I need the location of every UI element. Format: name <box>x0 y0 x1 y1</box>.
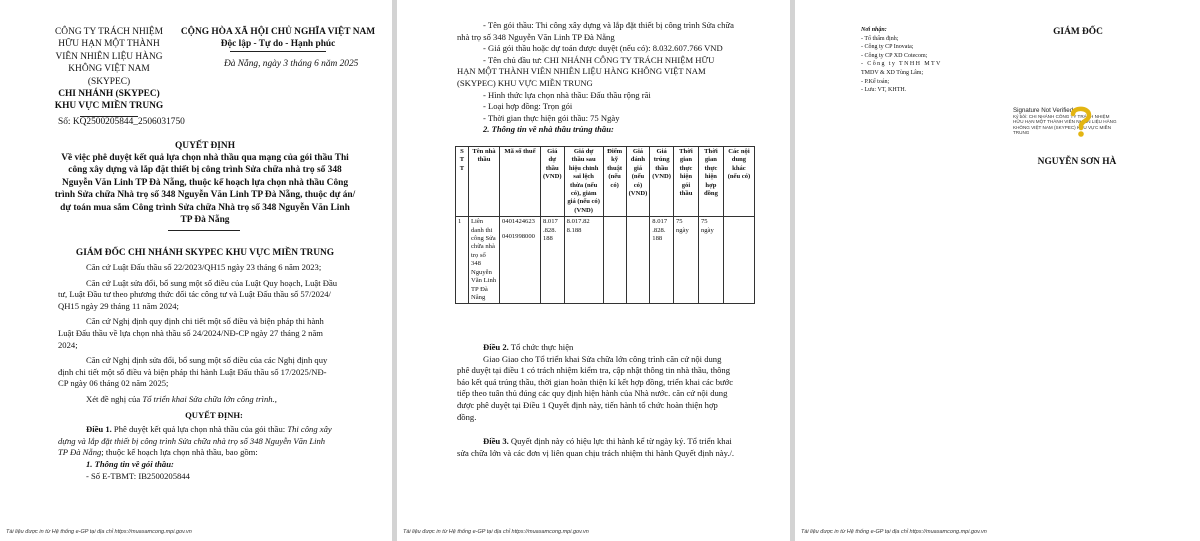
package-price: - Giá gói thầu hoặc dự toán được duyệt (nếu có): 8.032.607.766 VND <box>483 43 723 54</box>
recipient-item: - Lưu: VT, KHTH. <box>861 87 907 94</box>
col-header: Giá dự thầu (VND) <box>540 147 564 217</box>
col-header: Tên nhà thầu <box>468 147 499 217</box>
investor-name: - Tên chủ đầu tư: CHI NHÁNH CÔNG TY TRÁCH NHIỆM HỮU <box>483 54 715 65</box>
subject-line: dự toán mua sắm Công trình Sửa chữa Nhà trọ số 348 Nguyễn Văn Linh <box>60 202 350 213</box>
subject-line: công xây dựng và lắp đặt thiết bị công trình Sửa chữa nhà trọ số 348 <box>68 165 342 176</box>
issuer-line: (SKYPEC) <box>87 76 131 87</box>
signature-detail: Ký bởi: CHI NHÁNH CÔNG TY TRÁCH NHIỆM <box>1013 114 1110 119</box>
signer-title: GIÁM ĐỐC <box>1053 27 1103 37</box>
winner-table <box>455 146 755 304</box>
col-header: S T T <box>456 147 469 217</box>
package-info: - Tên gói thầu: Thi công xây dựng và lắp đặt thiết bị công trình Sửa chữa nhà trọ số 348 Nguyễn Văn Linh TP Đà Nẵng - Giá gói thầu hoặc dự toán được duyệt (nếu có): 8.032.607.766 VND - Tên chủ đầu tư: CHI NHÁNH CÔNG TY TRÁCH NHIỆM HỮU HẠN MỘT THÀNH VIÊN NHIÊN LIỆU HÀNG KHÔNG VIỆT NAM (SKYPEC) KHU VỰC MIỀN TRUNG - Hình thức lựa chọn nhà thầu: Đấu thầu rộng rãi - Loại hợp đồng: Trọn gói - Thời gian thực hiện gói thầu: 75 Ngày 2. Thông tin về nhà thầu trúng thầu: <box>457 20 773 136</box>
subject-line: Nguyễn Văn Linh TP Đà Nẵng, thuộc kế hoạch lựa chọn nhà thầu Công <box>61 177 349 188</box>
selection-form: - Hình thức lựa chọn nhà thầu: Đấu thầu rộng rãi <box>483 89 651 100</box>
article-3: Điều 3. Quyết định này có hiệu lực thi hành kể từ ngày ký. Tổ triển khai sửa chữa lớn và các đơn vị liên quan chịu trách nhiệm thi hành Quyết định này./. <box>457 436 735 458</box>
issuer-line: VIÊN NHIÊN LIỆU HÀNG <box>55 51 163 62</box>
signature-detail: TRUNG <box>1013 130 1030 136</box>
ebmt-number: - Số E-TBMT: IB2500205844 <box>86 470 190 481</box>
document-page-1 <box>0 0 392 541</box>
basis-item: Căn cứ Luật Đấu thầu số 22/2023/QH15 ngày 23 tháng 6 năm 2023; <box>86 262 322 272</box>
article-label: Điều 2. <box>483 342 509 352</box>
place-date: Đà Nẵng, ngày 3 tháng 6 năm 2025 <box>224 59 359 69</box>
republic-name: CỘNG HÒA XÃ HỘI CHỦ NGHĨA VIỆT NAM <box>180 27 376 37</box>
recipient-item: - Tổ thẩm định; <box>861 35 899 42</box>
issuer-line: CÔNG TY TRÁCH NHIỆM <box>55 27 163 37</box>
col-header: Giá đánh giá (nếu có) (VND) <box>626 147 650 217</box>
subject-line: trình Sửa chữa Nhà trọ số 348 Nguyễn Văn Linh TP Đà Nẵng, thuộc dự án/ <box>54 190 356 201</box>
cell-tech-score <box>603 217 626 304</box>
basis-item: Căn cứ Luật sửa đổi, bổ sung một số điều của Luật Quy hoạch, Luật Đầu tư, Luật Đầu tư theo phương thức đối tác công tư và Luật Đấu thầu số 57/2024/ QH15 ngày 29 tháng 11 năm 2024; <box>58 277 338 311</box>
cell-tax-code: 0401424623 0401998000 <box>499 217 540 304</box>
document-page-2 <box>397 0 790 541</box>
document-number: Số: KQ2500205844_2506031750 <box>58 117 185 127</box>
table-row <box>456 217 755 304</box>
package-info-heading: 1. Thông tin về gói thầu: <box>86 458 174 469</box>
motto-underline <box>230 51 326 52</box>
subject-line: Về việc phê duyệt kết quả lựa chọn nhà thầu qua mạng của gói thầu Thi <box>61 153 349 163</box>
package-name: - Tên gói thầu: Thi công xây dựng và lắp đặt thiết bị công trình Sửa chữa <box>483 20 734 30</box>
basis-item: Căn cứ Nghị định sửa đổi, bổ sung một số điều của các Nghị định quy định chi tiết một số điều và biện pháp thi hành Luật Đấu thầu số 17/2025/NĐ- CP ngày 06 tháng 02 năm 2025; <box>58 355 328 389</box>
recipient-item: - Công ty TNHH MTV <box>861 61 942 68</box>
recipient-item: - P.Kế toán; <box>861 78 890 85</box>
signature-detail: KHÔNG VIỆT NAM (SKYPEC) KHU VỰC MIỀN <box>1013 124 1112 130</box>
basis-item: Xét đề nghị của Tổ triển khai Sửa chữa lớn công trình., <box>86 393 277 404</box>
national-header <box>170 26 386 51</box>
table-header-row <box>456 147 755 217</box>
legal-basis <box>58 262 370 482</box>
page-footer: Tài liệu được in từ Hệ thống e-GP tại địa chỉ https://muasamcong.mpi.gov.vn <box>403 529 589 535</box>
issuer-region: KHU VỰC MIỀN TRUNG <box>54 101 164 112</box>
cell-package-time: 75 ngày <box>673 217 698 304</box>
cell-eval-price <box>626 217 650 304</box>
cell-stt: 1 <box>456 217 469 304</box>
article-label: Điều 1. <box>86 424 112 435</box>
col-header: Các nội dung khác (nếu có) <box>723 147 754 217</box>
issuer-line: HỮU HẠN MỘT THÀNH <box>58 39 160 50</box>
col-header: Giá trúng thầu (VND) <box>650 147 674 217</box>
question-mark-icon <box>1067 104 1095 138</box>
cell-contract-time: 75 ngày <box>698 217 723 304</box>
issuer-block <box>50 26 168 113</box>
signer-name: NGUYỄN SƠN HÀ <box>1037 157 1117 167</box>
contract-type: - Loại hợp đồng: Trọn gói <box>483 101 573 112</box>
basis-item: Căn cứ Nghị định quy định chi tiết một số điều và biện pháp thi hành Luật Đấu thầu về lựa chọn nhà thầu số 24/2024/NĐ-CP ngày 27 tháng 2 năm 2024; <box>58 316 324 350</box>
col-header: Mã số thuế <box>499 147 540 217</box>
recipients-heading: Nơi nhận: <box>861 27 887 33</box>
national-motto: Độc lập - Tự do - Hạnh phúc <box>220 39 336 50</box>
document-page-3 <box>795 0 1200 541</box>
cell-contractor-name: Liên danh thi công Sửa chữa nhà trọ số 348 Nguyễn Văn Linh TP Đà Nẵng <box>468 217 499 304</box>
col-header: Điểm kỹ thuật (nếu có) <box>603 147 626 217</box>
subject-line: TP Đà Nẵng <box>180 215 230 226</box>
decision-heading: QUYẾT ĐỊNH: <box>185 409 243 420</box>
col-header: Giá dự thầu sau hiệu chỉnh sai lệch thừa (nếu có), giảm giá (nếu có) (VND) <box>564 147 603 217</box>
document-title: QUYẾT ĐỊNH <box>175 141 235 151</box>
article-2: Điều 2. Tổ chức thực hiện Giao Giao cho Tổ triển khai Sửa chữa lớn công trình căn cứ nội dung phê duyệt tại điều 1 có trách nhiệm kiểm tra, cập nhật thông tin nhà thầu, thông báo kết quả trúng thầu, thời gian hoàn thiện kí kết hợp đồng, triển khai các bước tiếp theo tuân thủ đúng các quy định hiện hành của Nhà nước. căn cứ nội dung được phê duyệt tại Điều 1 Quyết định này, tiến hành tổ chức hoàn thiện hợp đồng. <box>457 342 734 422</box>
cell-bid-price: 8.017 .828. 188 <box>540 217 564 304</box>
cell-adjusted-price: 8.017.82 8.188 <box>564 217 603 304</box>
col-header: Thời gian thực hiện gói thầu <box>673 147 698 217</box>
recipients-block <box>861 26 961 95</box>
issuer-line: KHÔNG VIỆT NAM <box>68 64 150 75</box>
signature-detail: HỮU HẠN MỘT THÀNH VIÊN NHIÊN LIỆU HÀNG <box>1013 119 1117 125</box>
issuer-branch: CHI NHÁNH (SKYPEC) <box>58 89 160 100</box>
package-duration: - Thời gian thực hiện gói thầu: 75 Ngày <box>483 112 620 123</box>
cell-other <box>723 217 754 304</box>
winner-heading: 2. Thông tin về nhà thầu trúng thầu: <box>483 124 614 135</box>
document-subject <box>54 152 356 226</box>
article-1: Điều 1. Phê duyệt kết quả lựa chọn nhà thầu của gói thầu: Thi công xây dựng và lắp đặt thiết bị công trình Sửa chữa nhà trọ số 348 Nguyễn Văn Linh TP Đà Nẵng; thuộc kế hoạch lựa chọn nhà thầu, bao gồm: <box>58 424 332 458</box>
recipient-item: TMDV & XD Tùng Lâm; <box>861 69 924 76</box>
article-label: Điều 3. <box>483 436 509 446</box>
cell-award-price: 8.017 .828. 188 <box>650 217 674 304</box>
signature-status: Signature Not Verified <box>1013 107 1074 114</box>
page-footer: Tài liệu được in từ Hệ thống e-GP tại địa chỉ https://muasamcong.mpi.gov.vn <box>801 529 987 535</box>
recipient-item: - Công ty CP Inovata; <box>861 44 914 51</box>
authority-heading: GIÁM ĐỐC CHI NHÁNH SKYPEC KHU VỰC MIỀN TRUNG <box>75 248 335 258</box>
page-footer: Tài liệu được in từ Hệ thống e-GP tại địa chỉ https://muasamcong.mpi.gov.vn <box>6 529 192 535</box>
col-header: Thời gian thực hiện hợp đồng <box>698 147 723 217</box>
recipient-item: - Công ty CP XD Cotecom; <box>861 52 928 59</box>
subject-underline <box>168 230 240 231</box>
